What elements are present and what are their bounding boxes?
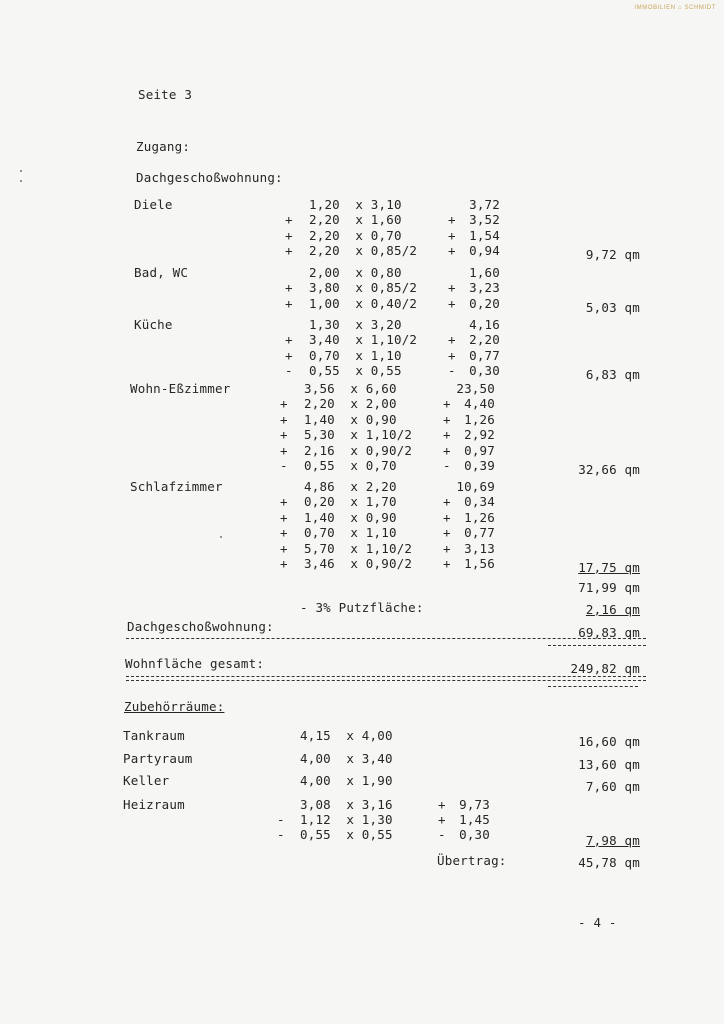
ancillary-room-name: Partyraum	[123, 751, 193, 766]
line-result: 3,13	[464, 541, 495, 556]
line-result: 0,97	[464, 443, 495, 458]
line-result: 10,69	[456, 479, 495, 494]
line-result: 3,23	[469, 280, 500, 295]
page-header: Seite 3	[138, 87, 193, 102]
room-total: 17,75 qm	[578, 560, 640, 575]
carry-over-value: 45,78 qm	[578, 855, 640, 870]
unit-total-value: 69,83 qm	[578, 625, 640, 640]
scan-mark	[20, 170, 22, 172]
room-total: 6,83 qm	[585, 367, 640, 382]
line-dimensions: 3,46 x 0,90/2	[304, 556, 413, 571]
ancillary-room-name: Keller	[123, 773, 170, 788]
line-result: 1,26	[464, 510, 495, 525]
line-dimensions: 3,80 x 0,85/2	[309, 280, 418, 295]
ancillary-heading: Zubehörräume:	[124, 699, 225, 714]
line-result-operator: +	[443, 412, 451, 427]
line-dimensions: 1,40 x 0,90	[304, 412, 397, 427]
line-result-operator: +	[448, 212, 456, 227]
line-result: 1,56	[464, 556, 495, 571]
line-result: 3,72	[469, 197, 500, 212]
line-operator: +	[285, 212, 293, 227]
line-operator: -	[277, 827, 285, 842]
line-dimensions: 0,55 x 0,70	[304, 458, 397, 473]
line-result: 0,34	[464, 494, 495, 509]
line-dimensions: 1,20 x 3,10	[309, 197, 402, 212]
line-result: 0,77	[469, 348, 500, 363]
line-operator: +	[280, 510, 288, 525]
ancillary-total: 16,60 qm	[578, 734, 640, 749]
line-operator: -	[277, 812, 285, 827]
line-dimensions: 2,00 x 0,80	[309, 265, 402, 280]
line-dimensions: 4,00 x 3,40	[300, 751, 393, 766]
line-dimensions: 3,40 x 1,10/2	[309, 332, 418, 347]
line-operator: -	[280, 458, 288, 473]
room-name: Wohn-Eßzimmer	[130, 381, 231, 396]
line-dimensions: 0,55 x 0,55	[309, 363, 402, 378]
line-dimensions: 2,20 x 2,00	[304, 396, 397, 411]
line-operator: +	[285, 348, 293, 363]
line-result: 0,39	[464, 458, 495, 473]
line-dimensions: 5,70 x 1,10/2	[304, 541, 413, 556]
sum-subtotal: 71,99 qm	[578, 580, 640, 595]
line-result-operator: +	[438, 797, 446, 812]
line-result-operator: +	[443, 556, 451, 571]
line-operator: +	[280, 525, 288, 540]
line-result: 0,30	[459, 827, 490, 842]
page-footer: - 4 -	[578, 915, 617, 930]
ancillary-total: 7,60 qm	[585, 779, 640, 794]
room-name: Küche	[134, 317, 173, 332]
ancillary-total: 13,60 qm	[578, 757, 640, 772]
room-name: Bad, WC	[134, 265, 189, 280]
line-dimensions: 1,40 x 0,90	[304, 510, 397, 525]
line-result-operator: -	[443, 458, 451, 473]
scan-mark	[220, 536, 222, 538]
line-result: 0,94	[469, 243, 500, 258]
line-operator: +	[280, 443, 288, 458]
line-dimensions: 0,20 x 1,70	[304, 494, 397, 509]
line-result-operator: +	[448, 280, 456, 295]
line-dimensions: 4,15 x 4,00	[300, 728, 393, 743]
line-result-operator: +	[443, 443, 451, 458]
line-result: 0,20	[469, 296, 500, 311]
line-result-operator: -	[448, 363, 456, 378]
line-operator: +	[285, 296, 293, 311]
line-result: 3,52	[469, 212, 500, 227]
line-operator: +	[285, 228, 293, 243]
line-result-operator: +	[448, 332, 456, 347]
line-dimensions: 1,00 x 0,40/2	[309, 296, 418, 311]
line-result-operator: +	[448, 296, 456, 311]
room-total: 9,72 qm	[585, 247, 640, 262]
line-result-operator: +	[438, 812, 446, 827]
line-dimensions: 3,08 x 3,16	[300, 797, 393, 812]
ancillary-total: 7,98 qm	[585, 833, 640, 848]
line-dimensions: 3,56 x 6,60	[304, 381, 397, 396]
double-line-top	[126, 676, 646, 677]
line-dimensions: 0,70 x 1,10	[309, 348, 402, 363]
carry-over-label: Übertrag:	[437, 853, 507, 868]
room-total: 5,03 qm	[585, 300, 640, 315]
room-name: Diele	[134, 197, 173, 212]
line-result: 0,77	[464, 525, 495, 540]
line-dimensions: 2,20 x 0,70	[309, 228, 402, 243]
line-operator: +	[280, 396, 288, 411]
line-result: 2,20	[469, 332, 500, 347]
separator-line-short	[548, 645, 646, 646]
watermark-logo: IMMOBILIEN ⌂ SCHMIDT	[634, 5, 716, 11]
line-operator: +	[280, 412, 288, 427]
plaster-deduction-label: - 3% Putzfläche:	[300, 600, 424, 615]
line-operator: +	[285, 332, 293, 347]
double-line-short	[548, 686, 638, 687]
line-dimensions: 1,30 x 3,20	[309, 317, 402, 332]
line-operator: +	[280, 494, 288, 509]
line-result: 9,73	[459, 797, 490, 812]
line-dimensions: 2,16 x 0,90/2	[304, 443, 413, 458]
unit-title: Dachgeschoßwohnung:	[136, 170, 283, 185]
line-result: 4,16	[469, 317, 500, 332]
line-result: 2,92	[464, 427, 495, 442]
line-result: 1,60	[469, 265, 500, 280]
line-operator: +	[280, 541, 288, 556]
room-total: 32,66 qm	[578, 462, 640, 477]
line-operator: -	[285, 363, 293, 378]
line-dimensions: 2,20 x 0,85/2	[309, 243, 418, 258]
line-dimensions: 0,55 x 0,55	[300, 827, 393, 842]
line-result-operator: +	[443, 427, 451, 442]
double-line-bottom	[126, 680, 646, 681]
living-total-value: 249,82 qm	[570, 661, 640, 676]
line-result: 4,40	[464, 396, 495, 411]
scan-mark	[20, 180, 22, 182]
line-result: 1,45	[459, 812, 490, 827]
section-access-heading: Zugang:	[136, 139, 191, 154]
line-result-operator: +	[443, 510, 451, 525]
line-dimensions: 4,00 x 1,90	[300, 773, 393, 788]
line-result-operator: +	[448, 348, 456, 363]
line-result-operator: +	[443, 396, 451, 411]
line-operator: +	[285, 280, 293, 295]
line-result-operator: +	[448, 243, 456, 258]
line-operator: +	[285, 243, 293, 258]
ancillary-room-name: Heizraum	[123, 797, 185, 812]
room-name: Schlafzimmer	[130, 479, 223, 494]
line-dimensions: 4,86 x 2,20	[304, 479, 397, 494]
line-result: 1,26	[464, 412, 495, 427]
line-result: 0,30	[469, 363, 500, 378]
line-dimensions: 1,12 x 1,30	[300, 812, 393, 827]
line-dimensions: 0,70 x 1,10	[304, 525, 397, 540]
line-dimensions: 5,30 x 1,10/2	[304, 427, 413, 442]
line-operator: +	[280, 427, 288, 442]
line-result: 1,54	[469, 228, 500, 243]
living-total-label: Wohnfläche gesamt:	[125, 656, 265, 671]
line-result: 23,50	[456, 381, 495, 396]
ancillary-room-name: Tankraum	[123, 728, 185, 743]
unit-total-label: Dachgeschoßwohnung:	[127, 619, 274, 634]
line-result-operator: +	[443, 494, 451, 509]
line-result-operator: +	[448, 228, 456, 243]
separator-line	[126, 638, 646, 639]
line-result-operator: +	[443, 541, 451, 556]
line-result-operator: -	[438, 827, 446, 842]
line-operator: +	[280, 556, 288, 571]
plaster-deduction-value: 2,16 qm	[585, 602, 640, 617]
line-dimensions: 2,20 x 1,60	[309, 212, 402, 227]
line-result-operator: +	[443, 525, 451, 540]
